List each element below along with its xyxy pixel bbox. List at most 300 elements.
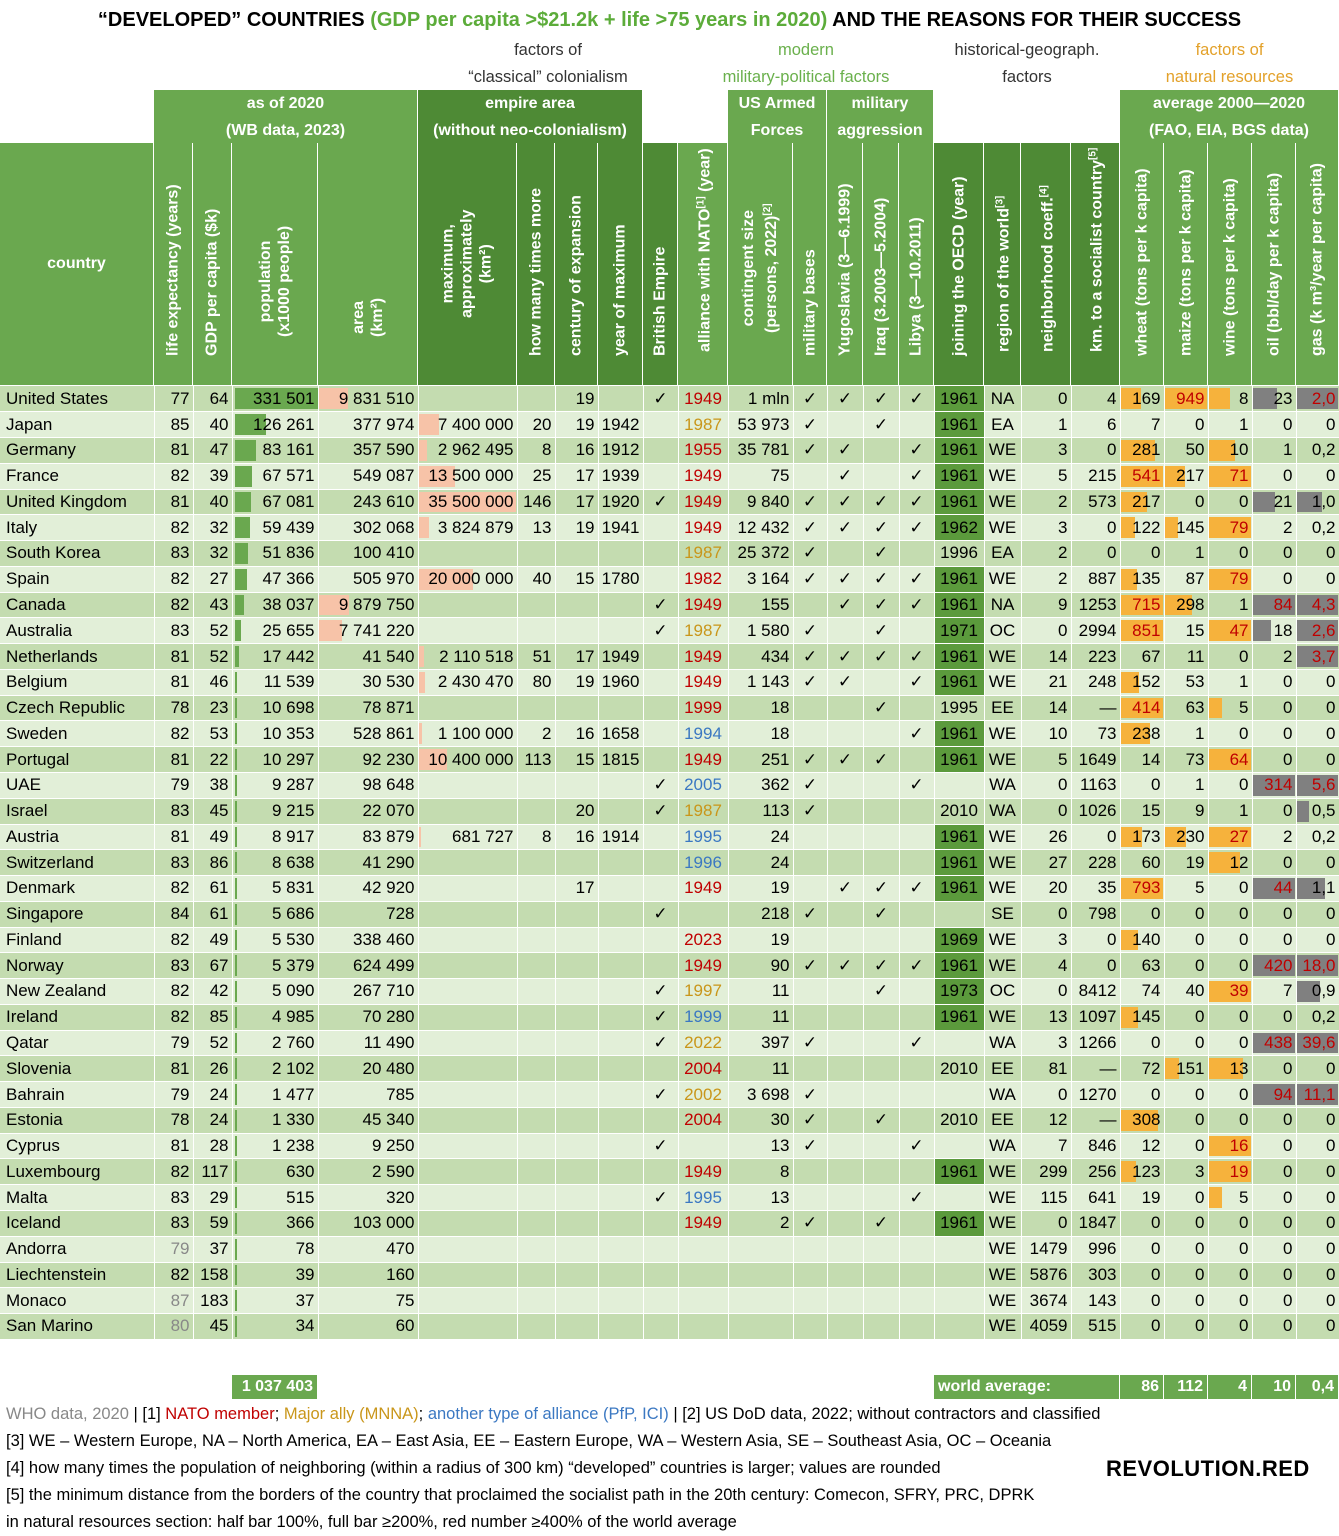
cell-wheat-value: 15 — [1141, 801, 1161, 821]
cell-oil-value: 0 — [1283, 1239, 1293, 1259]
cell-bases-value: ✓ — [802, 646, 818, 666]
cell-km — [1071, 1133, 1120, 1159]
cell-area-value: 624 499 — [353, 955, 415, 975]
cell-wheat-value: 541 — [1132, 466, 1161, 486]
cell-contingent — [728, 747, 793, 773]
cell-yearmax — [598, 463, 643, 489]
cell-area — [318, 1314, 418, 1340]
cell-pop-value: 5 530 — [271, 929, 315, 949]
cell-century — [555, 953, 598, 979]
cell-area — [318, 1133, 418, 1159]
cell-iraq — [863, 953, 899, 979]
cell-contingent-value: 25 372 — [737, 543, 790, 563]
cell-times — [517, 541, 555, 567]
cell-bases-value: ✓ — [802, 1136, 818, 1156]
cell-neigh-value: 3 — [1058, 1033, 1068, 1053]
cell-contingent — [728, 386, 793, 412]
cell-british — [643, 386, 678, 412]
cell-century — [555, 644, 598, 670]
cell-pop-value: 5 090 — [271, 981, 315, 1001]
cell-gas-value: 0 — [1326, 466, 1336, 486]
cell-yearmax — [598, 798, 643, 824]
cell-yugo — [827, 1030, 863, 1056]
cell-region-value: WE — [988, 517, 1017, 537]
group-military-aggression — [827, 90, 934, 143]
cell-pop-value: 10 698 — [262, 698, 315, 718]
cell-bases-value: ✓ — [802, 749, 818, 769]
cell-pop-value: 4 985 — [271, 1007, 315, 1027]
cell-yugo — [827, 1262, 863, 1288]
cell-neigh-value: 299 — [1039, 1161, 1068, 1181]
cell-wheat — [1120, 1030, 1164, 1056]
cell-gas — [1296, 1262, 1339, 1288]
cell-country — [0, 953, 154, 979]
cell-nato — [678, 618, 728, 644]
cell-gdp — [193, 1185, 232, 1211]
cell-oil-value: 0 — [1283, 1316, 1293, 1336]
cell-oil-value: 18 — [1273, 620, 1293, 640]
cell-region-value: WE — [988, 672, 1017, 692]
cell-maize — [1164, 669, 1208, 695]
cell-yugo-value: ✓ — [837, 646, 853, 666]
cell-neigh — [1021, 772, 1071, 798]
cell-times — [517, 412, 555, 438]
cell-british — [643, 1288, 678, 1314]
cell-wine — [1208, 463, 1252, 489]
cell-gdp — [193, 747, 232, 773]
cell-life-value: 80 — [170, 1316, 190, 1336]
cell-nato-value: 1987 — [684, 620, 722, 640]
cell-yugo — [827, 1004, 863, 1030]
cell-gdp-value: 52 — [209, 646, 229, 666]
cell-life — [154, 566, 193, 592]
cell-area — [318, 515, 418, 541]
cell-area — [318, 412, 418, 438]
table-row — [0, 1133, 1339, 1159]
cell-maize — [1164, 1056, 1208, 1082]
col-header-libya-text: Libya (3—10.2011) — [907, 217, 925, 356]
cell-oil-value: 0 — [1283, 801, 1293, 821]
cell-region — [984, 1185, 1021, 1211]
cell-wine-value: 1 — [1239, 801, 1249, 821]
value-bar — [235, 878, 237, 899]
cell-wine — [1208, 1107, 1252, 1133]
cell-contingent — [728, 1211, 793, 1237]
cell-wine — [1208, 747, 1252, 773]
cell-km-value: 223 — [1088, 646, 1117, 666]
cell-gdp — [193, 1314, 232, 1340]
cell-wine — [1208, 927, 1252, 953]
cell-region-value: OC — [989, 620, 1016, 640]
cell-nato-value: 1955 — [684, 440, 722, 460]
cell-gdp-value: 29 — [209, 1187, 229, 1207]
cell-century — [555, 1030, 598, 1056]
cell-life — [154, 747, 193, 773]
cell-nato-value: 1999 — [684, 698, 722, 718]
value-bar — [235, 569, 247, 590]
cell-wine — [1208, 876, 1252, 902]
cell-gdp — [193, 669, 232, 695]
cell-libya-value: ✓ — [909, 955, 924, 975]
cell-oecd — [934, 1133, 984, 1159]
cell-pop — [232, 876, 318, 902]
cell-wheat — [1120, 901, 1164, 927]
cell-km — [1071, 1030, 1120, 1056]
cell-life-value: 81 — [170, 491, 190, 511]
cell-iraq — [863, 1211, 899, 1237]
cell-oecd-value: 1961 — [940, 491, 978, 511]
cell-gas-value: 0 — [1326, 852, 1336, 872]
cell-yugo — [827, 1159, 863, 1185]
cell-yugo — [827, 644, 863, 670]
cell-neigh-value: 1 — [1058, 414, 1068, 434]
cell-bases — [793, 1314, 827, 1340]
cell-yearmax — [598, 901, 643, 927]
cell-oecd-value: 1961 — [940, 595, 978, 614]
cell-life-value: 82 — [170, 1007, 190, 1027]
cell-bases — [793, 1082, 827, 1108]
cell-gdp — [193, 876, 232, 902]
cell-gdp-value: 52 — [209, 620, 229, 640]
cell-bases — [793, 412, 827, 438]
cell-wheat — [1120, 1004, 1164, 1030]
cell-area — [318, 1185, 418, 1211]
cell-yugo-value: ✓ — [837, 440, 853, 460]
cell-gas — [1296, 876, 1339, 902]
cell-area-value: 505 970 — [353, 569, 415, 589]
cell-gas-value: 0 — [1326, 1316, 1336, 1336]
cell-libya — [899, 979, 934, 1005]
cell-maize-value: 0 — [1195, 1007, 1205, 1027]
cell-wheat — [1120, 1262, 1164, 1288]
cell-country — [0, 1159, 154, 1185]
cell-maize — [1164, 618, 1208, 644]
cell-life — [154, 463, 193, 489]
cell-neigh-value: 20 — [1048, 878, 1068, 898]
cell-contingent-value: 75 — [770, 466, 790, 486]
cell-emp — [418, 386, 517, 412]
cell-oil — [1252, 515, 1296, 541]
cell-country-value: Qatar — [6, 1033, 49, 1053]
cell-yearmax — [598, 618, 643, 644]
value-bar — [1209, 698, 1222, 719]
cell-neigh — [1021, 1314, 1071, 1340]
cell-maize — [1164, 1082, 1208, 1108]
col-header-contingent-text: [2] — [761, 203, 773, 216]
cell-wheat — [1120, 824, 1164, 850]
cell-area-value: 7 741 220 — [338, 620, 415, 640]
cell-region — [984, 979, 1021, 1005]
cell-pop — [232, 953, 318, 979]
cell-british — [643, 669, 678, 695]
cell-oecd — [934, 747, 984, 773]
cell-emp — [418, 592, 517, 618]
cell-region — [984, 772, 1021, 798]
cell-oecd — [934, 1056, 984, 1082]
cell-oecd — [934, 772, 984, 798]
value-bar — [235, 517, 250, 538]
cell-pop-value: 39 — [295, 1264, 315, 1284]
cell-area — [318, 1082, 418, 1108]
cell-nato-value: 1949 — [684, 878, 722, 898]
cell-km — [1071, 824, 1120, 850]
cell-gdp-value: 24 — [209, 1110, 229, 1130]
cell-oil-value: 0 — [1283, 1110, 1293, 1130]
cell-wine-value: 0 — [1239, 1239, 1249, 1259]
cell-neigh — [1021, 438, 1071, 464]
cell-km-value: 0 — [1107, 826, 1117, 846]
world-average-label: world average: — [934, 1375, 1120, 1399]
cell-oil-value: 0 — [1283, 1187, 1293, 1207]
cell-iraq — [863, 463, 899, 489]
cell-iraq — [863, 592, 899, 618]
cell-times — [517, 386, 555, 412]
cell-yugo — [827, 566, 863, 592]
cell-oecd-value: 1969 — [940, 929, 978, 949]
cell-life — [154, 798, 193, 824]
cell-country-value: Estonia — [6, 1110, 63, 1130]
cell-oil-value: 420 — [1264, 955, 1293, 975]
cell-area — [318, 979, 418, 1005]
cell-century — [555, 1056, 598, 1082]
cell-gas-value: 0 — [1326, 904, 1336, 924]
cell-gdp — [193, 463, 232, 489]
cell-region-value: WE — [988, 1161, 1017, 1181]
cell-bases — [793, 1236, 827, 1262]
value-bar — [419, 723, 422, 744]
cell-libya — [899, 1082, 934, 1108]
cell-pop-value: 366 — [286, 1213, 315, 1233]
cell-yearmax — [598, 1185, 643, 1211]
cell-pop-value: 9 287 — [271, 775, 315, 795]
cell-wheat — [1120, 412, 1164, 438]
cell-wine — [1208, 1236, 1252, 1262]
cell-iraq — [863, 1159, 899, 1185]
cell-british — [643, 438, 678, 464]
cell-country — [0, 824, 154, 850]
cell-oecd-value: 1971 — [940, 620, 978, 640]
cell-bases-value: ✓ — [802, 569, 818, 589]
col-header-wheat-text: wheat (tons per k capita) — [1133, 168, 1150, 356]
col-header-empire-max-text: maximum, — [439, 224, 457, 304]
cell-neigh-value: 12 — [1048, 1110, 1068, 1130]
cell-british — [643, 515, 678, 541]
cell-yugo — [827, 1107, 863, 1133]
cell-region — [984, 1236, 1021, 1262]
table-row — [0, 747, 1339, 773]
cell-times — [517, 747, 555, 773]
cell-emp-value: 13 500 000 — [428, 466, 514, 486]
cell-pop-value: 10 353 — [262, 723, 315, 743]
cell-contingent — [728, 953, 793, 979]
value-bar — [235, 595, 245, 616]
cell-british — [643, 953, 678, 979]
cell-wine-value: 39 — [1229, 981, 1249, 1001]
cell-iraq-value: ✓ — [873, 620, 889, 640]
cell-country-value: Denmark — [6, 878, 75, 898]
cell-wheat — [1120, 592, 1164, 618]
cell-century — [555, 1236, 598, 1262]
cell-bases-value: ✓ — [802, 388, 818, 408]
cell-gas-value: 0,5 — [1311, 801, 1336, 821]
cell-oil-value: 1 — [1283, 440, 1293, 460]
cell-wine-value: 1 — [1239, 672, 1249, 692]
cell-iraq-value: ✓ — [873, 878, 889, 898]
cell-wine-value: 64 — [1229, 749, 1249, 769]
table-row — [0, 592, 1339, 618]
cell-gas — [1296, 747, 1339, 773]
cell-oil — [1252, 747, 1296, 773]
cell-iraq — [863, 618, 899, 644]
cell-wheat — [1120, 1288, 1164, 1314]
cell-yugo — [827, 953, 863, 979]
cell-contingent — [728, 1185, 793, 1211]
cell-region — [984, 1159, 1021, 1185]
total-population: 1 037 403 — [232, 1375, 318, 1399]
table-row — [0, 1082, 1339, 1108]
cell-bases-value: ✓ — [802, 672, 818, 692]
cell-wine — [1208, 1056, 1252, 1082]
cell-maize-value: 949 — [1176, 388, 1205, 408]
cell-wheat-value: 135 — [1132, 569, 1161, 589]
cell-nato — [678, 979, 728, 1005]
cell-pop — [232, 669, 318, 695]
cell-oil — [1252, 1107, 1296, 1133]
cell-maize — [1164, 1133, 1208, 1159]
cell-wine-value: 0 — [1239, 1213, 1249, 1233]
cell-oil-value: 0 — [1283, 698, 1293, 718]
footnote-line-4: [5] the minimum distance from the borders of the country that proclaimed the socialist path in the 20th century: Comecon, SFRY, PRC, DPRK — [6, 1486, 1035, 1504]
cell-yearmax — [598, 850, 643, 876]
cell-libya — [899, 1211, 934, 1237]
cell-maize-value: 0 — [1195, 491, 1205, 511]
footnote-line-1: WHO data, 2020 | [1] NATO member; Major ally (MNNA); another type of alliance (PfP, ICI) | [2] US DoD data, 2022; without contractors and classified — [6, 1405, 1101, 1423]
cell-wine-value: 0 — [1239, 775, 1249, 795]
value-bar — [1297, 801, 1310, 822]
cell-area-value: 98 648 — [362, 775, 415, 795]
cell-oecd-value: 1961 — [940, 440, 978, 460]
col-header-yugoslavia — [827, 143, 863, 385]
cell-times — [517, 901, 555, 927]
cell-oecd-value: 1961 — [940, 646, 978, 666]
cell-nato — [678, 1004, 728, 1030]
cell-region-value: WE — [988, 878, 1017, 898]
cell-libya — [899, 1133, 934, 1159]
cell-libya-value: ✓ — [909, 1187, 924, 1207]
cell-km-value: 798 — [1088, 904, 1117, 924]
cell-neigh — [1021, 669, 1071, 695]
cell-bases — [793, 1107, 827, 1133]
cell-oecd-value: 1996 — [940, 543, 978, 563]
table-row — [0, 566, 1339, 592]
cell-libya — [899, 927, 934, 953]
cell-gas — [1296, 824, 1339, 850]
cell-wine-value: 0 — [1239, 955, 1249, 975]
cell-wheat — [1120, 721, 1164, 747]
cell-country-value: Ireland — [6, 1007, 58, 1027]
cell-wheat-value: 0 — [1151, 1316, 1161, 1336]
cell-british — [643, 1314, 678, 1340]
cell-yearmax-value: 1815 — [601, 749, 640, 769]
cell-region — [984, 1030, 1021, 1056]
cell-neigh — [1021, 798, 1071, 824]
cell-area-value: 100 410 — [353, 543, 415, 563]
cell-bases — [793, 1288, 827, 1314]
cell-oecd — [934, 1107, 984, 1133]
cell-gdp-value: 47 — [209, 440, 229, 460]
cell-iraq-value: ✓ — [873, 1213, 889, 1233]
cell-yearmax — [598, 1159, 643, 1185]
table-row — [0, 412, 1339, 438]
table-row — [0, 386, 1339, 412]
value-bar — [1209, 1187, 1222, 1208]
cell-oil — [1252, 1314, 1296, 1340]
cell-wheat — [1120, 953, 1164, 979]
cell-libya-value: ✓ — [909, 1136, 924, 1156]
cell-yearmax — [598, 1133, 643, 1159]
col-header-wheat — [1120, 143, 1164, 385]
cell-libya — [899, 747, 934, 773]
cell-region — [984, 876, 1021, 902]
cell-neigh-value: 10 — [1048, 723, 1068, 743]
cell-libya — [899, 1288, 934, 1314]
cell-pop — [232, 1107, 318, 1133]
col-header-oil-text: oil (bbl/day per k capita) — [1265, 172, 1282, 356]
cell-life — [154, 618, 193, 644]
cell-oecd — [934, 1314, 984, 1340]
cell-gdp — [193, 1056, 232, 1082]
cell-km — [1071, 566, 1120, 592]
cell-area — [318, 1262, 418, 1288]
cell-yearmax — [598, 489, 643, 515]
cell-neigh — [1021, 824, 1071, 850]
cell-area — [318, 850, 418, 876]
cell-wine — [1208, 850, 1252, 876]
cell-oil — [1252, 463, 1296, 489]
cell-gdp — [193, 592, 232, 618]
value-bar — [235, 698, 238, 719]
cell-country-value: South Korea — [6, 543, 101, 563]
cell-yugo-value: ✓ — [837, 569, 853, 589]
cell-gas-value: 0,2 — [1311, 440, 1336, 460]
cell-oecd — [934, 669, 984, 695]
cell-libya — [899, 438, 934, 464]
cell-pop — [232, 1211, 318, 1237]
cell-century — [555, 876, 598, 902]
cell-region-value: WA — [989, 775, 1016, 795]
cell-gas-value: 0 — [1326, 414, 1336, 434]
cell-times — [517, 772, 555, 798]
cell-wheat-value: 19 — [1141, 1187, 1161, 1207]
cell-pop-value: 5 831 — [271, 878, 315, 898]
cell-gas-value: 0,2 — [1311, 1007, 1336, 1027]
cell-gas — [1296, 541, 1339, 567]
cell-gas-value: 39,6 — [1302, 1033, 1336, 1053]
cell-country-value: Monaco — [6, 1290, 67, 1310]
cell-maize — [1164, 979, 1208, 1005]
cell-km-value: 1253 — [1078, 595, 1117, 614]
cell-country-value: San Marino — [6, 1316, 93, 1336]
cell-region — [984, 1262, 1021, 1288]
cell-wheat-value: 0 — [1151, 1033, 1161, 1053]
cell-century — [555, 1314, 598, 1340]
cell-century — [555, 592, 598, 618]
cell-british — [643, 876, 678, 902]
cell-times — [517, 592, 555, 618]
cell-gdp — [193, 824, 232, 850]
value-bar — [235, 827, 237, 848]
cell-life-value: 82 — [170, 878, 190, 898]
